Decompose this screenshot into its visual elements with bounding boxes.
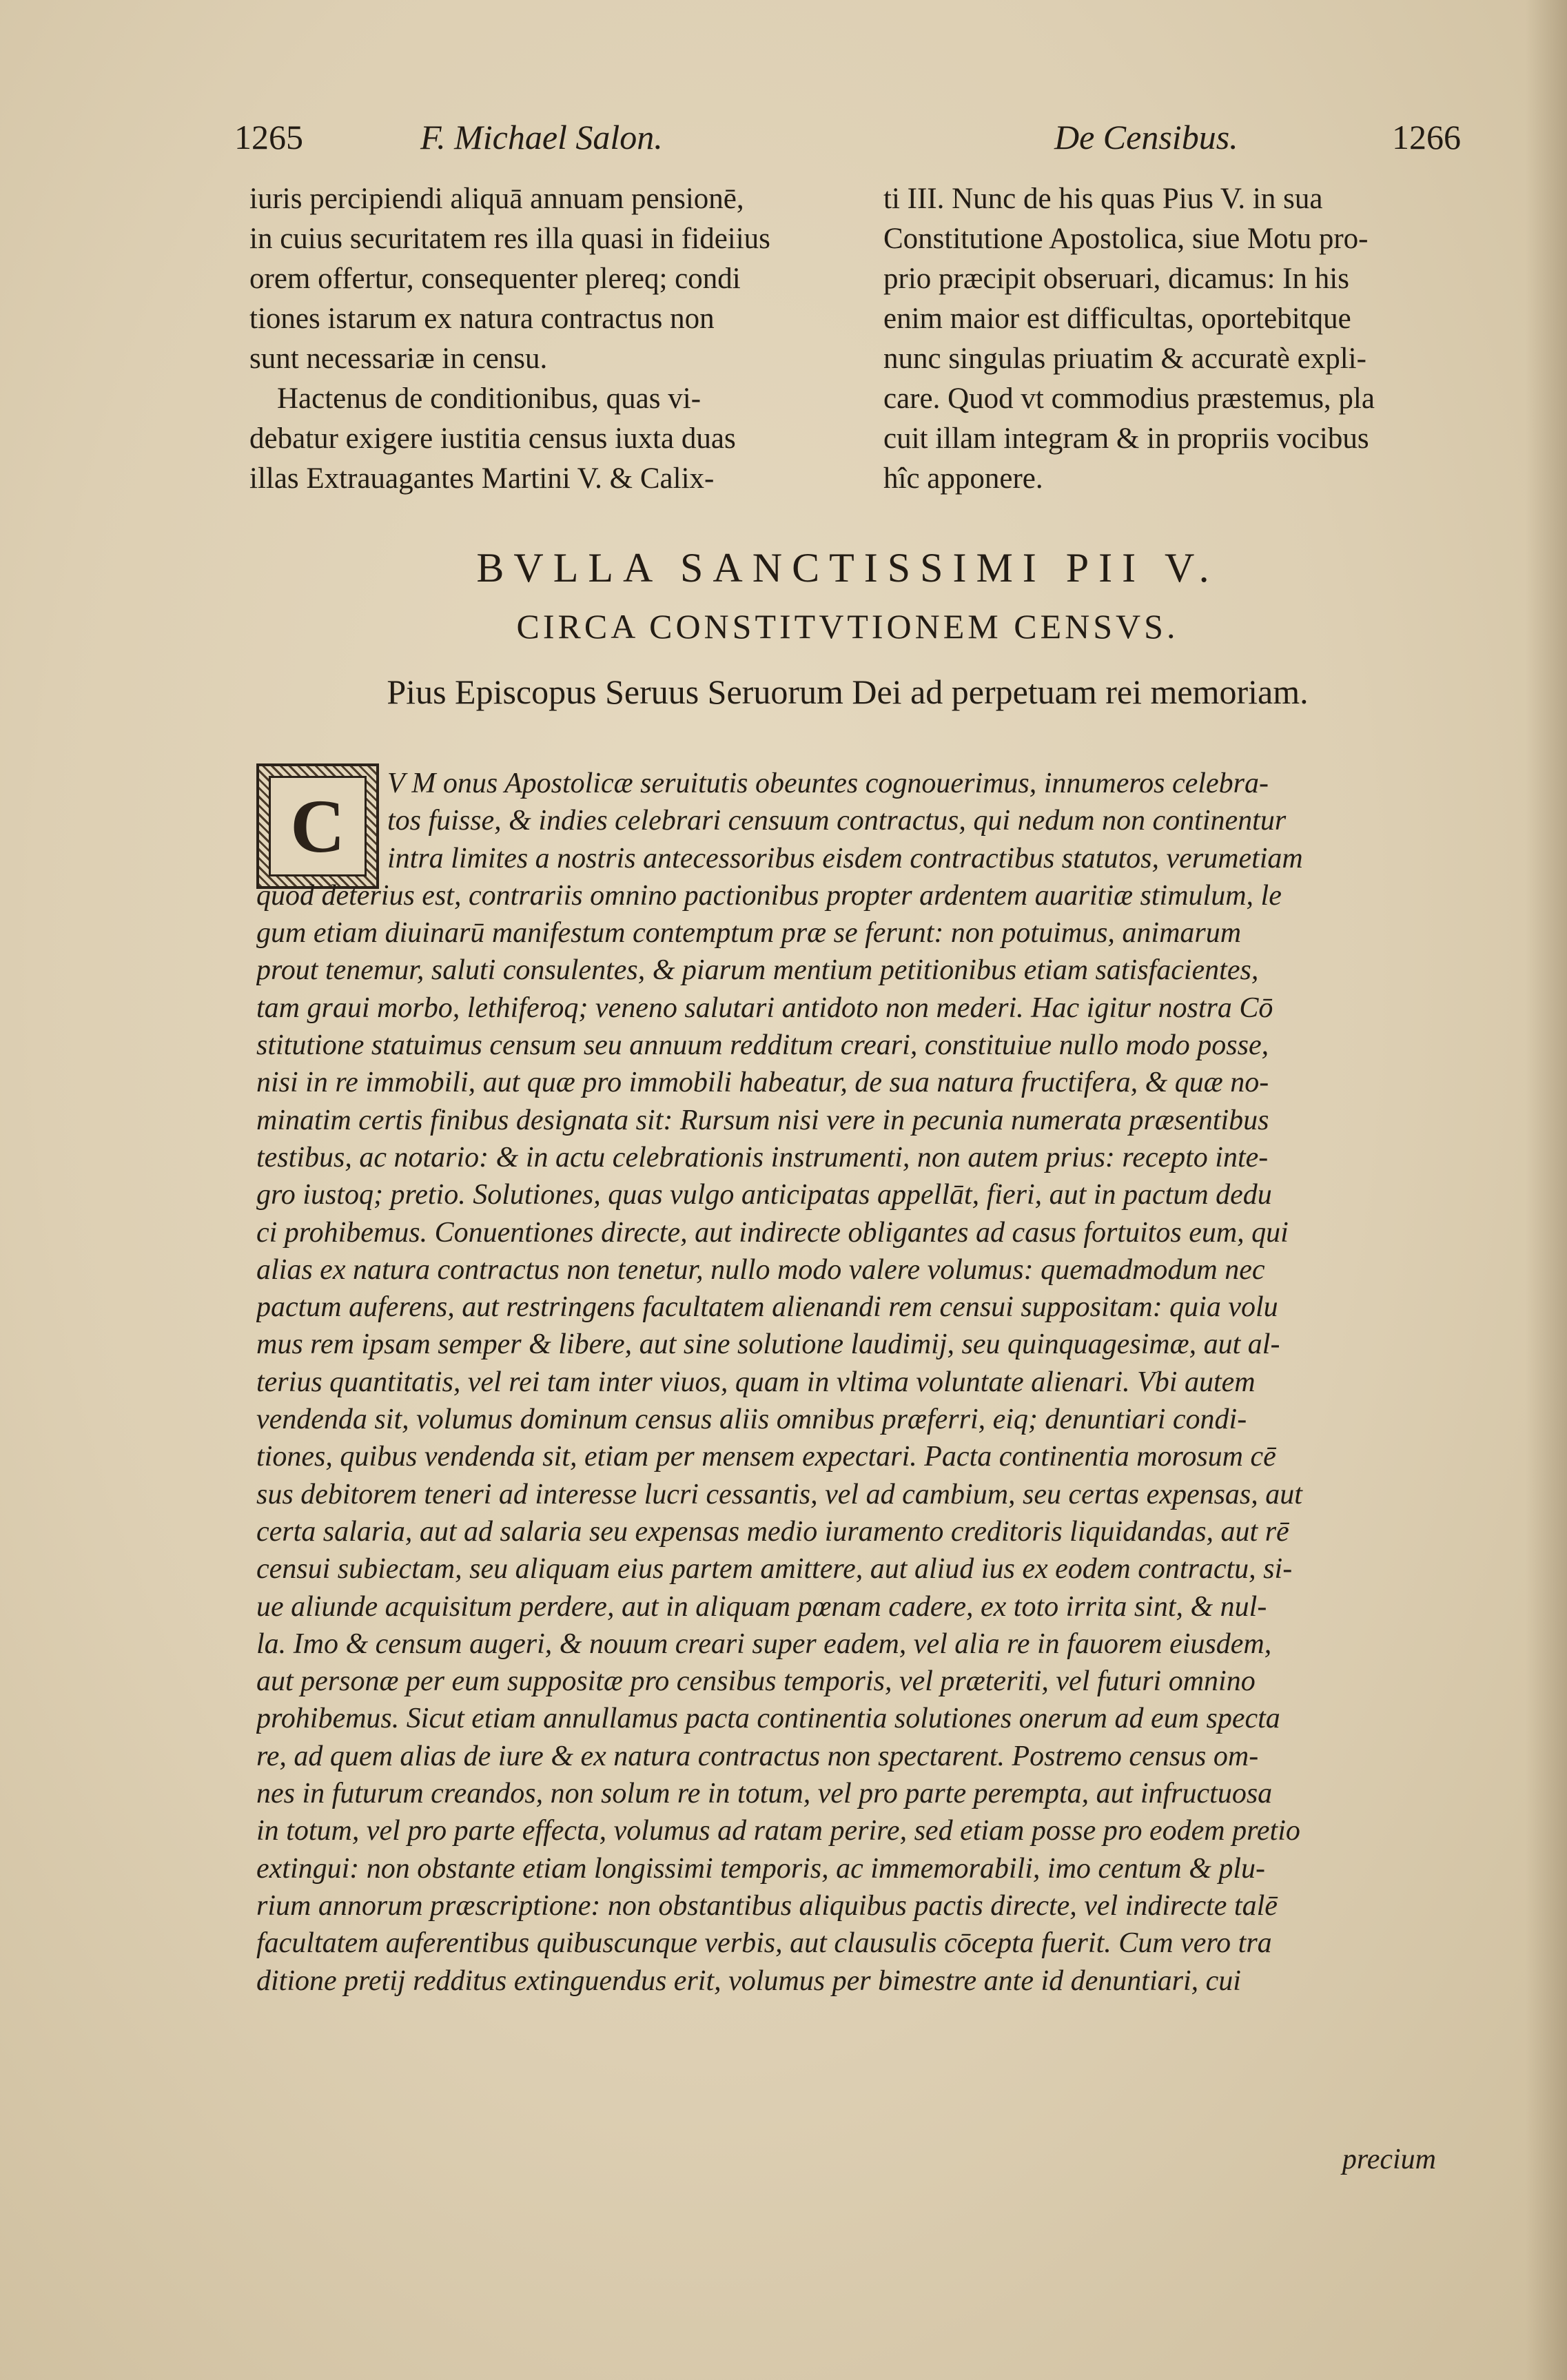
- bull-body: [256, 765, 1448, 2000]
- bull-line: nes in futurum creandos, non solum re in totum, vel pro parte perempta, aut infructuosa: [256, 1778, 1273, 1810]
- bull-line: ue aliunde acquisitum perdere, aut in aliquam pœnam cadere, ex toto irrita sint, & nul-: [256, 1590, 1267, 1623]
- bull-line: in totum, vel pro parte effecta, volumus ad ratam perire, sed etiam posse pro eodem pretio: [256, 1815, 1300, 1847]
- catchword: precium: [1342, 2144, 1436, 2175]
- bull-line: gro iustoq; pretio. Solutiones, quas vulgo anticipatas appellāt, fieri, aut in pactum dedu: [256, 1179, 1272, 1211]
- page-number-left: 1265: [234, 118, 303, 156]
- bull-line: sus debitorem teneri ad interesse lucri cessantis, vel ad cambium, seu certas expensas, aut: [256, 1478, 1302, 1510]
- bull-line: V M onus Apostolicæ seruitutis obeuntes cognouerimus, innumeros celebra-: [387, 768, 1269, 799]
- bull-line: nisi in re immobili, aut quæ pro immobili habeatur, de sua natura fructifera, & quæ no-: [256, 1067, 1269, 1099]
- left-column-para-2: Hactenus de conditionibus, quas vi- debatur exigere iustitia census iuxta duas illas Extrauagantes Martini V. & Calix-: [249, 382, 736, 495]
- page-number-right: 1266: [1392, 118, 1461, 156]
- bull-line: gum etiam diuinarū manifestum contemptum præ se ferunt: non potuimus, animarum: [256, 917, 1242, 950]
- bull-line: prout tenemur, saluti consulentes, & piarum mentium petitionibus etiam satisfacientes,: [256, 954, 1259, 987]
- bull-line: facultatem auferentibus quibuscunque verbis, aut clausulis cōcepta fuerit. Cum vero tra: [256, 1927, 1272, 1960]
- bull-title: BVLLA SANCTISSIMI PII V.: [476, 545, 1219, 591]
- bull-line: prohibemus. Sicut etiam annullamus pacta continentia solutiones onerum ad eum specta: [256, 1703, 1280, 1735]
- bull-line: mus rem ipsam semper & libere, aut sine solutione laudimij, seu quinquagesimæ, aut al-: [256, 1329, 1280, 1361]
- right-column: [883, 179, 1462, 499]
- left-column-para-1: iuris percipiendi aliquā annuam pensionē, in cuius securitatem res illa quasi in fideiius orem offertur, consequenter plereq; condi tiones istarum ex natura contractus non sunt necessariæ in censu.: [249, 183, 770, 375]
- bull-line: certa salaria, aut ad salaria seu expensas medio iuramento creditoris liquidandas, aut rē: [256, 1515, 1289, 1548]
- bull-line: minatim certis finibus designata sit: Rursum nisi vere in pecunia numerata præsentibus: [256, 1104, 1269, 1136]
- bull-line: intra limites a nostris antecessoribus eisdem contractibus statutos, verumetiam: [387, 842, 1303, 874]
- bull-line: stitutione statuimus censum seu annuum redditum creari, constituiue nullo modo posse,: [256, 1029, 1269, 1062]
- bull-line: testibus, ac notario: & in actu celebrationis instrumenti, non autem prius: recepto inte-: [256, 1141, 1269, 1173]
- bull-line: rium annorum præscriptione: non obstantibus aliquibus pactis directe, vel indirecte talē: [256, 1889, 1278, 1922]
- bull-line: terius quantitatis, vel rei tam inter viuos, quam in vltima voluntate alienari. Vbi autem: [256, 1366, 1256, 1398]
- page-edge-shadow: [1526, 0, 1567, 2380]
- bull-line: la. Imo & censum augeri, & nouum creari super eadem, vel alia re in fauorem eiusdem,: [256, 1628, 1272, 1660]
- bull-line: extingui: non obstante etiam longissimi temporis, ac immemorabili, imo centum & plu-: [256, 1852, 1266, 1885]
- bull-line: ci prohibemus. Conuentiones directe, aut indirecte obligantes ad casus fortuitos eum, qui: [256, 1216, 1289, 1249]
- running-head-author: F. Michael Salon.: [420, 118, 663, 156]
- bull-line: re, ad quem alias de iure & ex natura contractus non spectarent. Postremo census om-: [256, 1740, 1259, 1772]
- bull-line: pactum auferens, aut restringens facultatem alienandi rem censui suppositam: quia volu: [256, 1291, 1278, 1324]
- bull-line: vendenda sit, volumus dominum census aliis omnibus præferri, eiq; denuntiari condi-: [256, 1404, 1247, 1436]
- bull-line: ditione pretij redditus extinguendus erit, volumus per bimestre ante id denuntiari, cui: [256, 1964, 1241, 1997]
- bull-intro: Pius Episcopus Seruus Seruorum Dei ad perpetuam rei memoriam.: [387, 673, 1309, 711]
- running-head-title: De Censibus.: [1054, 118, 1238, 156]
- bull-line: tiones, quibus vendenda sit, etiam per mensem expectari. Pacta continentia morosum cē: [256, 1441, 1276, 1473]
- bull-line: tam graui morbo, lethiferoq; veneno salutari antidoto non mederi. Hac igitur nostra Cō: [256, 992, 1273, 1024]
- ornamental-initial-letter: C: [269, 776, 367, 876]
- bull-line: censui subiectam, seu aliquam eius partem amittere, aut aliud ius ex eodem contractu, si-: [256, 1553, 1293, 1586]
- right-column-text: ti III. Nunc de his quas Pius V. in sua Constitutione Apostolica, siue Motu pro- prio præcipit obseruari, dicamus: In his enim maior est difficultas, oportebitque nunc singulas priuatim & accuratè expli- care. Quod vt commodius præstemus, pla cuit illam integram & in propriis vocibus hîc apponere.: [883, 183, 1375, 495]
- bull-subtitle: CIRCA CONSTITVTIONEM CENSVS.: [516, 607, 1179, 646]
- running-header: [234, 117, 1461, 165]
- bull-line: alias ex natura contractus non tenetur, nullo modo valere volumus: quemadmodum nec: [256, 1253, 1265, 1286]
- bull-line: aut personæ per eum suppositæ pro censibus temporis, vel præteriti, vel futuri omnino: [256, 1665, 1256, 1698]
- bull-line: quod deterius est, contrariis omnino pactionibus propter ardentem auaritiæ stimulum, le: [256, 879, 1282, 912]
- left-column: [249, 179, 828, 499]
- bull-line: tos fuisse, & indies celebrari censuum contractus, qui nedum non continentur: [387, 805, 1287, 837]
